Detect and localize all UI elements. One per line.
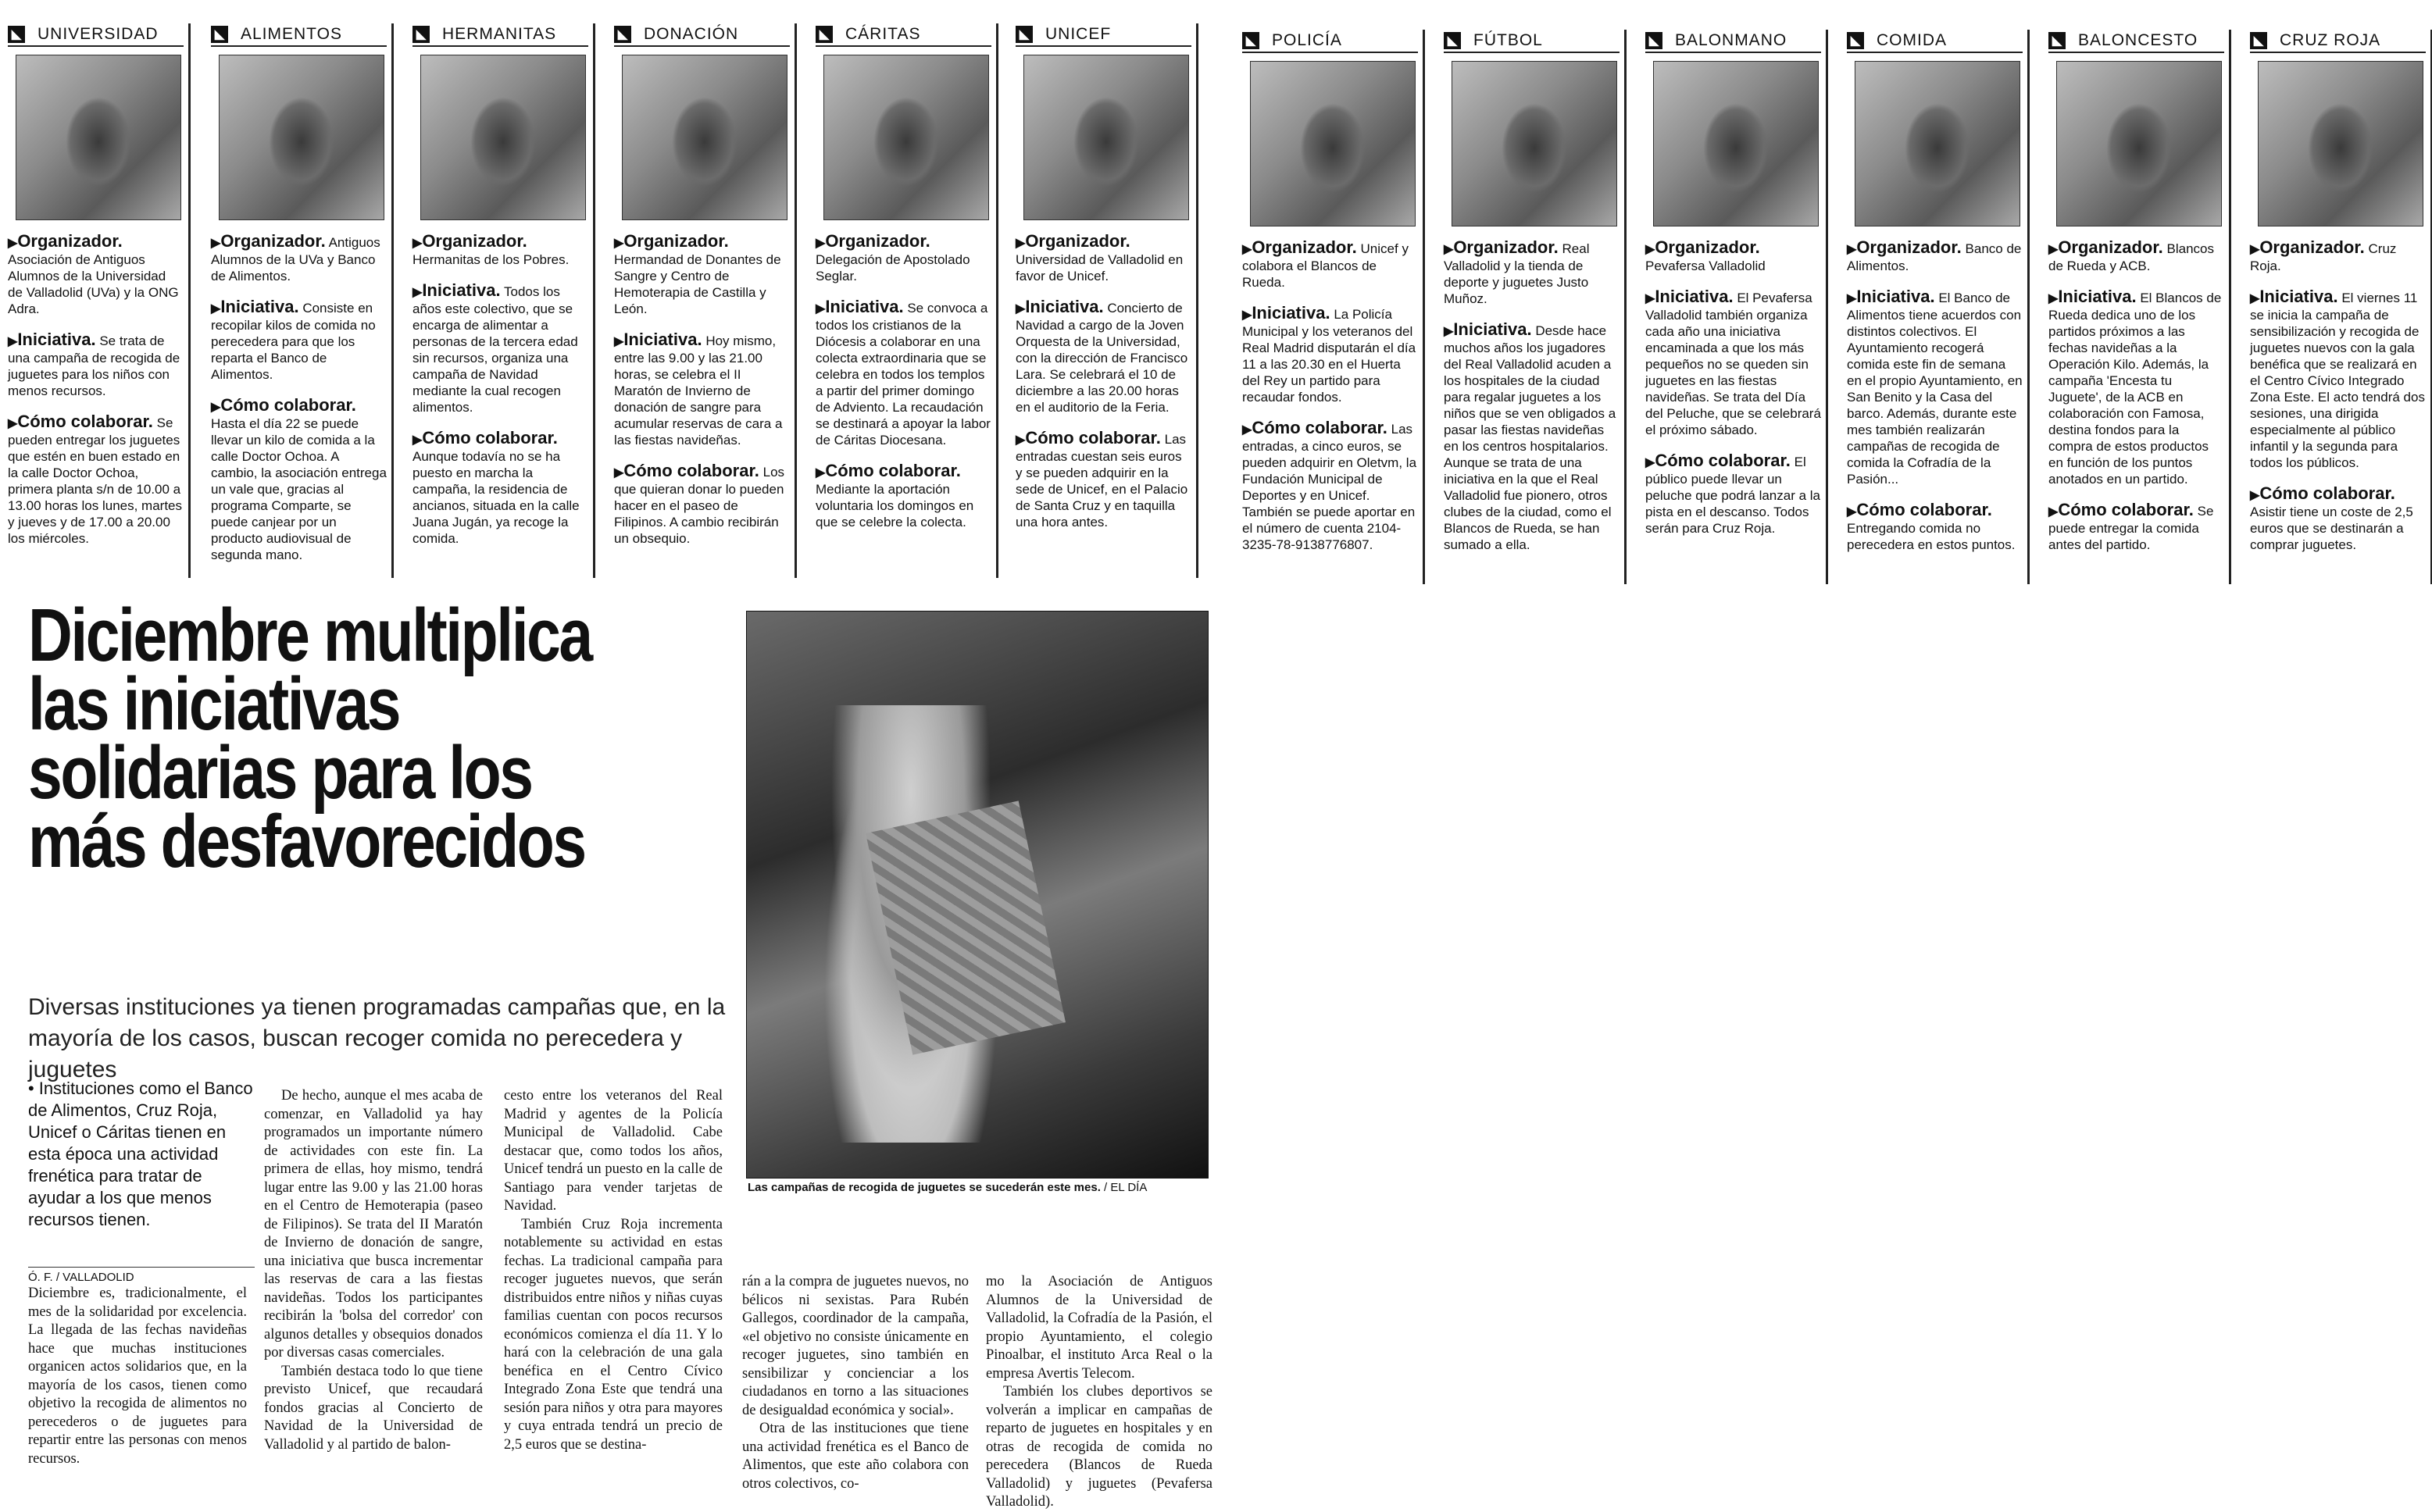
info-card-universidad: [8, 23, 191, 578]
body-paragraph: mo la Asociación de Antiguos Alumnos de la Universidad de Valladolid, la Cofradía de la Pasión, el propio Ayuntamiento, el colegio Pinoalbar, el instituto Arca Real o la empresa Avertis Telecom.: [986, 1274, 1212, 1382]
body-paragraph: También los clubes deportivos se volverán a implicar en campañas de reparto de juguetes en hospitales y en otras de recogida de comida no perecedera (Blancos de Rueda Valladolid) y juguetes (Pevafersa Valladolid).: [986, 1384, 1212, 1510]
card-organizer-label: ▶ Organizador.: [1847, 237, 1962, 257]
card-title: UNIVERSIDAD: [37, 25, 159, 43]
card-organizer: [1847, 239, 2023, 274]
section-logo-icon: ◣: [1242, 32, 1259, 49]
info-card-balonmano: [1645, 30, 1828, 584]
card-initiative-text: Hoy mismo, entre las 9.00 y las 21.00 horas, se celebra el II Maratón de Invierno de donación de sangre para acumular reservas de cara a las fiestas navideñas.: [614, 333, 783, 448]
info-card-baloncesto: [2048, 30, 2231, 584]
card-how-to-help: [211, 397, 387, 563]
card-initiative: [1016, 298, 1191, 415]
card-header: [8, 23, 184, 47]
card-organizer-text: Cruz Roja.: [2250, 241, 2397, 273]
body-paragraph: rán a la compra de juguetes nuevos, no bélicos ni sexistas. Para Rubén Gallegos, coordinador de la campaña, «el objetivo no consiste únicamente en recoger juguetes, sino también en sensibilizar y concienciar a los ciudadanos en torno a las situaciones de desigualdad económica y social».: [742, 1274, 969, 1418]
card-photo: [1653, 61, 1819, 226]
card-initiative-label: ▶ Iniciativa.: [211, 297, 299, 316]
card-organizer-label: ▶ Organizador.: [1444, 237, 1559, 257]
section-logo-icon: ◣: [2048, 32, 2066, 49]
card-how-to-help-label: ▶ Cómo colaborar.: [412, 428, 558, 448]
card-how-to-help-text: Se puede entregar la comida antes del partido.: [2048, 504, 2214, 552]
card-organizer-label: ▶ Organizador.: [1645, 237, 1760, 257]
card-initiative-text: La Policía Municipal y los veteranos del Real Madrid disputarán el día 11 a las 20.30 en el Huerta del Rey un partido para recaudar fondos.: [1242, 307, 1416, 405]
card-title: CRUZ ROJA: [2280, 31, 2381, 49]
card-how-to-help: [2250, 485, 2426, 553]
card-how-to-help-label: ▶ Cómo colaborar.: [816, 461, 961, 480]
card-photo: [2258, 61, 2423, 226]
card-how-to-help-text: Asistir tiene un coste de 2,5 euros que se destinarán a comprar juguetes.: [2250, 505, 2413, 552]
card-initiative-label: ▶ Iniciativa.: [1016, 297, 1104, 316]
card-initiative-text: El viernes 11 se inicia la campaña de sensibilización y recogida de juguetes nuevos con la gala benéfica que se realizará en el Centro Cívico Integrado Zona Este. El acto tendrá dos sesiones, una dirigida especialmente al público infantil y la segunda para todos los públicos.: [2250, 291, 2425, 470]
card-how-to-help-label: ▶ Cómo colaborar.: [1847, 500, 1992, 519]
card-organizer: [614, 233, 790, 317]
card-organizer-label: ▶ Organizador.: [2048, 237, 2163, 257]
card-organizer: [412, 233, 588, 268]
card-initiative-label: ▶ Iniciativa.: [816, 297, 904, 316]
card-header: [614, 23, 790, 47]
card-initiative-label: ▶ Iniciativa.: [2250, 287, 2338, 306]
card-title: BALONMANO: [1675, 31, 1787, 49]
card-initiative: [2048, 288, 2224, 487]
card-header: [2250, 30, 2426, 53]
card-how-to-help: [1645, 452, 1821, 537]
card-organizer-text: Pevafersa Valladolid: [1645, 259, 1766, 273]
card-how-to-help-text: Aunque todavía no se ha puesto en marcha la campaña, la residencia de ancianos, situada en la calle Juana Jugán, ya recoge la comida.: [412, 449, 580, 546]
card-how-to-help-label: ▶ Cómo colaborar.: [1016, 428, 1161, 448]
card-organizer-label: ▶ Organizador.: [614, 231, 729, 251]
card-initiative-text: Concierto de Navidad a cargo de la Joven Orquesta de la Universidad, con la dirección de Francisco Lara. Se celebrará el 10 de diciembre a las 20.00 horas en el auditorio de la Feria.: [1016, 301, 1188, 415]
card-photo: [1250, 61, 1416, 226]
card-title: DONACIÓN: [644, 25, 739, 43]
card-organizer-text: Hermandad de Donantes de Sangre y Centro de Hemoterapia de Castilla y León.: [614, 252, 781, 316]
section-logo-icon: ◣: [1016, 26, 1033, 43]
card-how-to-help-text: Se pueden entregar los juguetes que estén en buen estado en la calle Doctor Ochoa, primera planta s/n de 10.00 a 13.00 horas los lunes, martes y jueves y de 17.00 a 20.00 los miércoles.: [8, 415, 183, 546]
body-column-2: [264, 1087, 483, 1454]
card-photo: [16, 55, 181, 220]
info-card-comida: [1847, 30, 2030, 584]
card-title: FÚTBOL: [1473, 31, 1543, 49]
card-initiative-text: Desde hace muchos años los jugadores del Real Valladolid acuden a los hospitales de la ciudad para regalar juguetes a los niños que se ven obligados a pasar las fiestas navideñas en los centros hospitalarios. Aunque se trata de una iniciativa en la que el Real Valladolid fue pionero, otros clubes de la ciudad, como el Blancos de Rueda, se han sumado a ella.: [1444, 323, 1616, 552]
card-how-to-help-label: ▶ Cómo colaborar.: [614, 461, 759, 480]
card-how-to-help-text: Entregando comida no perecedera en estos puntos.: [1847, 521, 2016, 552]
card-initiative-text: Todos los años este colectivo, que se encarga de alimentar a personas de la tercera edad sin recursos, organiza una campaña de Navidad mediante la cual recogen alimentos.: [412, 284, 578, 415]
body-column-4: [742, 1273, 969, 1493]
card-initiative-text: El Blancos de Rueda dedica uno de los partidos próximos a las fechas navideñas a la Operación Kilo. Además, la campaña 'Encesta tu Juguete', de la ACB en colaboración con Famosa, destina fondos para la compra de estos productos en función de los puntos anotados en un partido.: [2048, 291, 2222, 487]
card-how-to-help-text: Las entradas cuestan seis euros y se pueden adquirir en la sede de Unicef, en el Palacio de Santa Cruz y en taquilla una hora antes.: [1016, 432, 1188, 530]
card-initiative-label: ▶ Iniciativa.: [8, 330, 96, 349]
card-how-to-help-text: El público puede llevar un peluche que podrá lanzar a la pista en el descanso. Todos serán para Cruz Roja.: [1645, 455, 1820, 536]
card-organizer: [211, 233, 387, 284]
main-photo: [746, 611, 1209, 1179]
card-initiative-label: ▶ Iniciativa.: [412, 280, 501, 300]
card-organizer-label: ▶ Organizador.: [8, 231, 123, 251]
card-title: UNICEF: [1045, 25, 1112, 43]
card-header: [1016, 23, 1191, 47]
card-how-to-help: [412, 430, 588, 547]
card-how-to-help: [816, 462, 991, 530]
card-initiative: [1242, 305, 1418, 405]
card-how-to-help: [1242, 419, 1418, 553]
card-initiative-text: Consiste en recopilar kilos de comida no perecedera para que los reparta el Banco de Alimentos.: [211, 301, 376, 382]
card-title: ALIMENTOS: [241, 25, 342, 43]
body-paragraph: Diciembre es, tradicionalmente, el mes de la solidaridad por excelencia. La llegada de las fechas navideñas hace que muchas instituciones organicen actos solidarios que, en la mayoría de los casos, tienen como objetivo la recogida de alimentos no perecederos o de juguetes para repartir entre las personas con menos recursos.: [28, 1286, 247, 1467]
card-photo: [2056, 61, 2222, 226]
card-organizer-text: Antiguos Alumnos de la UVa y Banco de Alimentos.: [211, 235, 380, 284]
card-organizer-text: Blancos de Rueda y ACB.: [2048, 241, 2215, 273]
byline: Ó. F. / VALLADOLID: [28, 1267, 255, 1284]
card-initiative-text: Se convoca a todos los cristianos de la Diócesis a colaborar en una colecta extraordinaria que se celebra en todos los templos a partir del primer domingo de Adviento. La recaudación se destinará a apoyar la labor de Cáritas Diocesana.: [816, 301, 991, 448]
body-column-1: [28, 1285, 247, 1468]
card-photo: [219, 55, 384, 220]
card-header: [816, 23, 991, 47]
card-organizer: [2250, 239, 2426, 274]
card-header: [1444, 30, 1620, 53]
card-photo: [420, 55, 586, 220]
info-card-cáritas: [816, 23, 998, 578]
card-initiative-label: ▶ Iniciativa.: [614, 330, 702, 349]
card-organizer: [1444, 239, 1620, 307]
body-column-3: [504, 1087, 723, 1454]
card-header: [2048, 30, 2224, 53]
card-organizer-text: Real Valladolid y la tienda de deporte y juguetes Justo Muñoz.: [1444, 241, 1590, 306]
body-paragraph: También destaca todo lo que tiene previsto Unicef, que recaudará fondos gracias al Concierto de Navidad de la Universidad de Valladolid y al partido de balon-: [264, 1363, 483, 1453]
info-card-unicef: [1016, 23, 1198, 578]
card-photo: [1855, 61, 2020, 226]
card-organizer-text: Hermanitas de los Pobres.: [412, 252, 570, 267]
card-title: BALONCESTO: [2078, 31, 2198, 49]
card-how-to-help: [8, 413, 184, 547]
card-initiative: [1847, 288, 2023, 487]
body-column-5: [986, 1273, 1212, 1512]
info-card-policía: [1242, 30, 1425, 584]
card-how-to-help-text: Mediante la aportación voluntaria los domingos en que se celebre la colecta.: [816, 482, 974, 530]
card-header: [1847, 30, 2023, 53]
card-how-to-help-label: ▶ Cómo colaborar.: [1645, 451, 1791, 470]
card-organizer-text: Delegación de Apostolado Seglar.: [816, 252, 970, 284]
card-photo: [622, 55, 787, 220]
photo-credit: / EL DÍA: [1104, 1181, 1148, 1194]
card-initiative-label: ▶ Iniciativa.: [1645, 287, 1734, 306]
card-initiative-label: ▶ Iniciativa.: [2048, 287, 2137, 306]
card-initiative-label: ▶ Iniciativa.: [1847, 287, 1935, 306]
body-paragraph: cesto entre los veteranos del Real Madrid y agentes de la Policía Municipal de Valladolid. Cabe destacar que, como todos los años, Unicef tendrá un puesto en la calle de Santiago para vender tarjetas de Navidad.: [504, 1088, 723, 1214]
section-logo-icon: ◣: [1847, 32, 1864, 49]
card-organizer: [1242, 239, 1418, 291]
card-title: HERMANITAS: [442, 25, 557, 43]
card-organizer: [1016, 233, 1191, 284]
section-logo-icon: ◣: [816, 26, 833, 43]
card-photo: [1452, 61, 1617, 226]
card-initiative: [1444, 321, 1620, 553]
card-header: [211, 23, 387, 47]
card-initiative: [412, 282, 588, 415]
card-organizer: [2048, 239, 2224, 274]
body-paragraph: Otra de las instituciones que tiene una actividad frenética es el Banco de Alimentos, que este año colabora con otros colectivos, co-: [742, 1421, 969, 1492]
card-how-to-help: [2048, 501, 2224, 553]
card-how-to-help-label: ▶ Cómo colaborar.: [211, 395, 356, 415]
card-organizer-text: Unicef y colabora el Blancos de Rueda.: [1242, 241, 1409, 290]
card-organizer-label: ▶ Organizador.: [1016, 231, 1130, 251]
card-initiative-text: El Banco de Alimentos tiene acuerdos con distintos colectivos. El Ayuntamiento recogerá comida este fin de semana en el propio Ayuntamiento, en San Benito y la Casa del barco. Además, durante este mes también realizarán campañas de recogida de comida la Cofradía de la Pasión...: [1847, 291, 2023, 487]
card-photo: [1023, 55, 1189, 220]
card-initiative: [1645, 288, 1821, 438]
subheadline: Diversas instituciones ya tienen programadas campañas que, en la mayoría de los casos, buscan recoger comida no perecedera y juguetes: [28, 994, 726, 1082]
body-paragraph: De hecho, aunque el mes acaba de comenzar, en Valladolid ya hay programados un importante número de actividades con este fin. La primera de ellas, hoy mismo, tendrá lugar entre las 9.00 y las 21.00 horas en el Centro de Hemoterapia (paseo de Filipinos). Se trata del II Maratón de Invierno de donación de sangre, una iniciativa que busca incrementar las reservas de cara a las fiestas navideñas. Todos los participantes recibirán la 'bolsa del corredor' con algunos detalles y obsequios donados por diversas casas comerciales.: [264, 1088, 483, 1360]
card-photo: [823, 55, 989, 220]
caption-text: Las campañas de recogida de juguetes se sucederán este mes.: [748, 1181, 1101, 1194]
card-initiative: [211, 298, 387, 383]
section-logo-icon: ◣: [412, 26, 430, 43]
card-initiative-label: ▶ Iniciativa.: [1444, 319, 1532, 339]
card-header: [412, 23, 588, 47]
card-organizer-text: Universidad de Valladolid en favor de Unicef.: [1016, 252, 1184, 284]
card-how-to-help-text: Las entradas, a cinco euros, se pueden adquirir en Oletvm, la Fundación Municipal de Deportes y en Unicef. También se puede aportar en el número de cuenta 2104-3235-78-9138776807.: [1242, 422, 1417, 552]
card-organizer-text: Banco de Alimentos.: [1847, 241, 2022, 273]
card-organizer-label: ▶ Organizador.: [211, 231, 326, 251]
card-initiative: [8, 331, 184, 399]
card-organizer-label: ▶ Organizador.: [816, 231, 930, 251]
card-how-to-help: [614, 462, 790, 547]
section-logo-icon: ◣: [1645, 32, 1662, 49]
info-card-donación: [614, 23, 797, 578]
card-organizer: [1645, 239, 1821, 274]
card-how-to-help-label: ▶ Cómo colaborar.: [1242, 418, 1387, 437]
headline: Diciembre multiplica las iniciativas solidarias para los más desfavorecidos: [28, 594, 591, 883]
card-initiative-label: ▶ Iniciativa.: [1242, 303, 1330, 323]
info-card-cruz-roja: [2250, 30, 2432, 584]
section-logo-icon: ◣: [2250, 32, 2267, 49]
card-initiative: [2250, 288, 2426, 471]
lead-summary: • Instituciones como el Banco de Alimentos, Cruz Roja, Unicef o Cáritas tienen en esta época una actividad frenética para tratar de ayudar a los que menos recursos tienen.: [28, 1078, 255, 1231]
card-how-to-help: [1847, 501, 2023, 553]
card-how-to-help-text: Hasta el día 22 se puede llevar un kilo de comida a la calle Doctor Ochoa. A cambio, la asociación entrega un vale que, gracias al programa Comparte, se puede canjear por un producto audiovisual de segunda mano.: [211, 416, 387, 562]
card-header: [1645, 30, 1821, 53]
card-organizer-label: ▶ Organizador.: [412, 231, 527, 251]
card-initiative-text: El Pevafersa Valladolid también organiza cada año una iniciativa encaminada a que los más pequeños no se queden sin juguetes en las fiestas navideñas. Se trata del Día del Peluche, que se celebrará el próximo sábado.: [1645, 291, 1821, 437]
card-organizer: [816, 233, 991, 284]
card-how-to-help-label: ▶ Cómo colaborar.: [8, 412, 153, 431]
card-how-to-help-label: ▶ Cómo colaborar.: [2048, 500, 2194, 519]
card-initiative: [816, 298, 991, 448]
card-organizer: [8, 233, 184, 317]
card-how-to-help-label: ▶ Cómo colaborar.: [2250, 483, 2395, 503]
card-organizer-label: ▶ Organizador.: [2250, 237, 2365, 257]
card-initiative: [614, 331, 790, 448]
card-initiative-text: Se trata de una campaña de recogida de juguetes para los niños con menos recursos.: [8, 333, 180, 398]
section-logo-icon: ◣: [614, 26, 631, 43]
card-organizer-text: Asociación de Antiguos Alumnos de la Universidad de Valladolid (UVa) y la ONG Adra.: [8, 252, 179, 316]
section-logo-icon: ◣: [211, 26, 228, 43]
card-header: [1242, 30, 1418, 53]
info-card-fútbol: [1444, 30, 1627, 584]
body-paragraph: También Cruz Roja incrementa notablemente su actividad en estas fechas. La tradicional campaña para recoger juguetes nuevos, que serán distribuidos entre niños y niñas cuyas familias cuentan con pocos recursos económicos comienza el día 11. Y lo hará con la celebración de una gala benéfica en el Centro Cívico Integrado Zona Este que tendrá una sesión para niños y otra para mayores y cuya entrada tendrá un precio de 2,5 euros que se destina-: [504, 1216, 723, 1453]
info-card-hermanitas: [412, 23, 595, 578]
photo-caption: [748, 1181, 1209, 1194]
card-title: COMIDA: [1877, 31, 1947, 49]
info-card-alimentos: [211, 23, 394, 578]
card-how-to-help-text: Los que quieran donar lo pueden hacer en el paseo de Filipinos. A cambio recibirán un obsequio.: [614, 465, 785, 546]
section-logo-icon: ◣: [1444, 32, 1461, 49]
section-logo-icon: ◣: [8, 26, 25, 43]
card-organizer-label: ▶ Organizador.: [1242, 237, 1357, 257]
card-title: POLICÍA: [1272, 31, 1342, 49]
card-title: CÁRITAS: [845, 25, 921, 43]
card-how-to-help: [1016, 430, 1191, 530]
